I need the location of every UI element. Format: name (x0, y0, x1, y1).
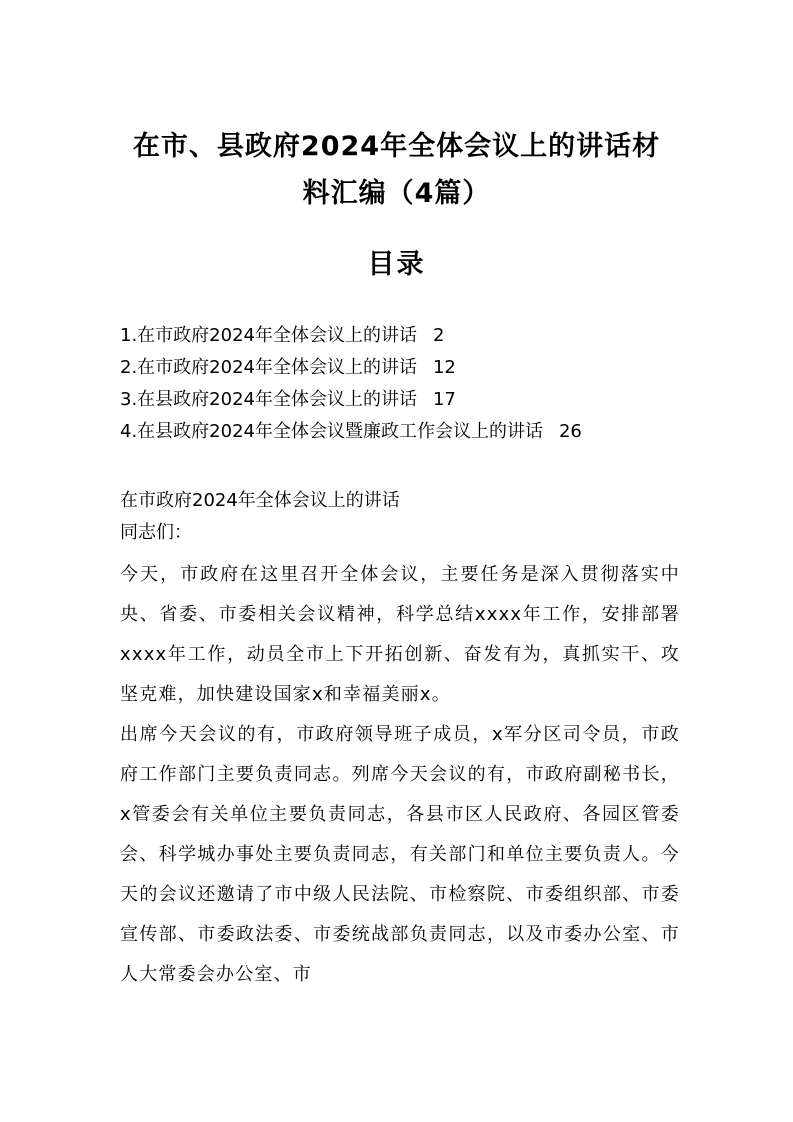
document-title-line-2: 料汇编（4篇） (302, 178, 491, 209)
toc-item-page: 17 (432, 389, 456, 410)
toc-item-label: 3.在县政府2024年全体会议上的讲话 (120, 389, 417, 410)
toc-item-page: 26 (558, 421, 582, 442)
toc-heading: 目录 (367, 249, 426, 280)
document-title-line-1: 在市、县政府2024年全体会议上的讲话材 (132, 131, 661, 162)
toc-item-page: 2 (432, 325, 445, 346)
toc-item[interactable] (120, 384, 690, 416)
toc-item-label: 1.在市政府2024年全体会议上的讲话 (120, 325, 417, 346)
document-body (120, 485, 680, 995)
toc-item[interactable] (120, 416, 690, 448)
toc-item-label: 4.在县政府2024年全体会议暨廉政工作会议上的讲话 (120, 421, 543, 442)
body-paragraph: 出席今天会议的有，市政府领导班子成员，x军分区司令员，市政府工作部门主要负责同志。列席今天会议的有，市政府副秘书长，x管委会有关单位主要负责同志，各县市区人民政府、各园区管委会、科学城办事处主要负责同志，有关部门和单位主要负责人。今天的会议还邀请了市中级人民法院、市检察院、市委组织部、市委宣传部、市委政法委、市委统战部负责同志，以及市委办公室、市人大常委会办公室、市 (120, 724, 680, 985)
section-title: 在市政府2024年全体会议上的讲话 (120, 490, 400, 511)
toc-item-label: 2.在市政府2024年全体会议上的讲话 (120, 357, 417, 378)
toc-item-page: 12 (432, 357, 456, 378)
toc-item[interactable] (120, 352, 690, 384)
salutation: 同志们： (120, 522, 192, 543)
table-of-contents (120, 320, 690, 448)
body-paragraph: 今天，市政府在这里召开全体会议，主要任务是深入贯彻落实中央、省委、市委相关会议精神，科学总结xxxx年工作，安排部署xxxx年工作，动员全市上下开拓创新、奋发有为，真抓实干、攻坚克难，加快建设国家x和幸福美丽x。 (120, 564, 680, 705)
toc-item[interactable] (120, 320, 690, 352)
